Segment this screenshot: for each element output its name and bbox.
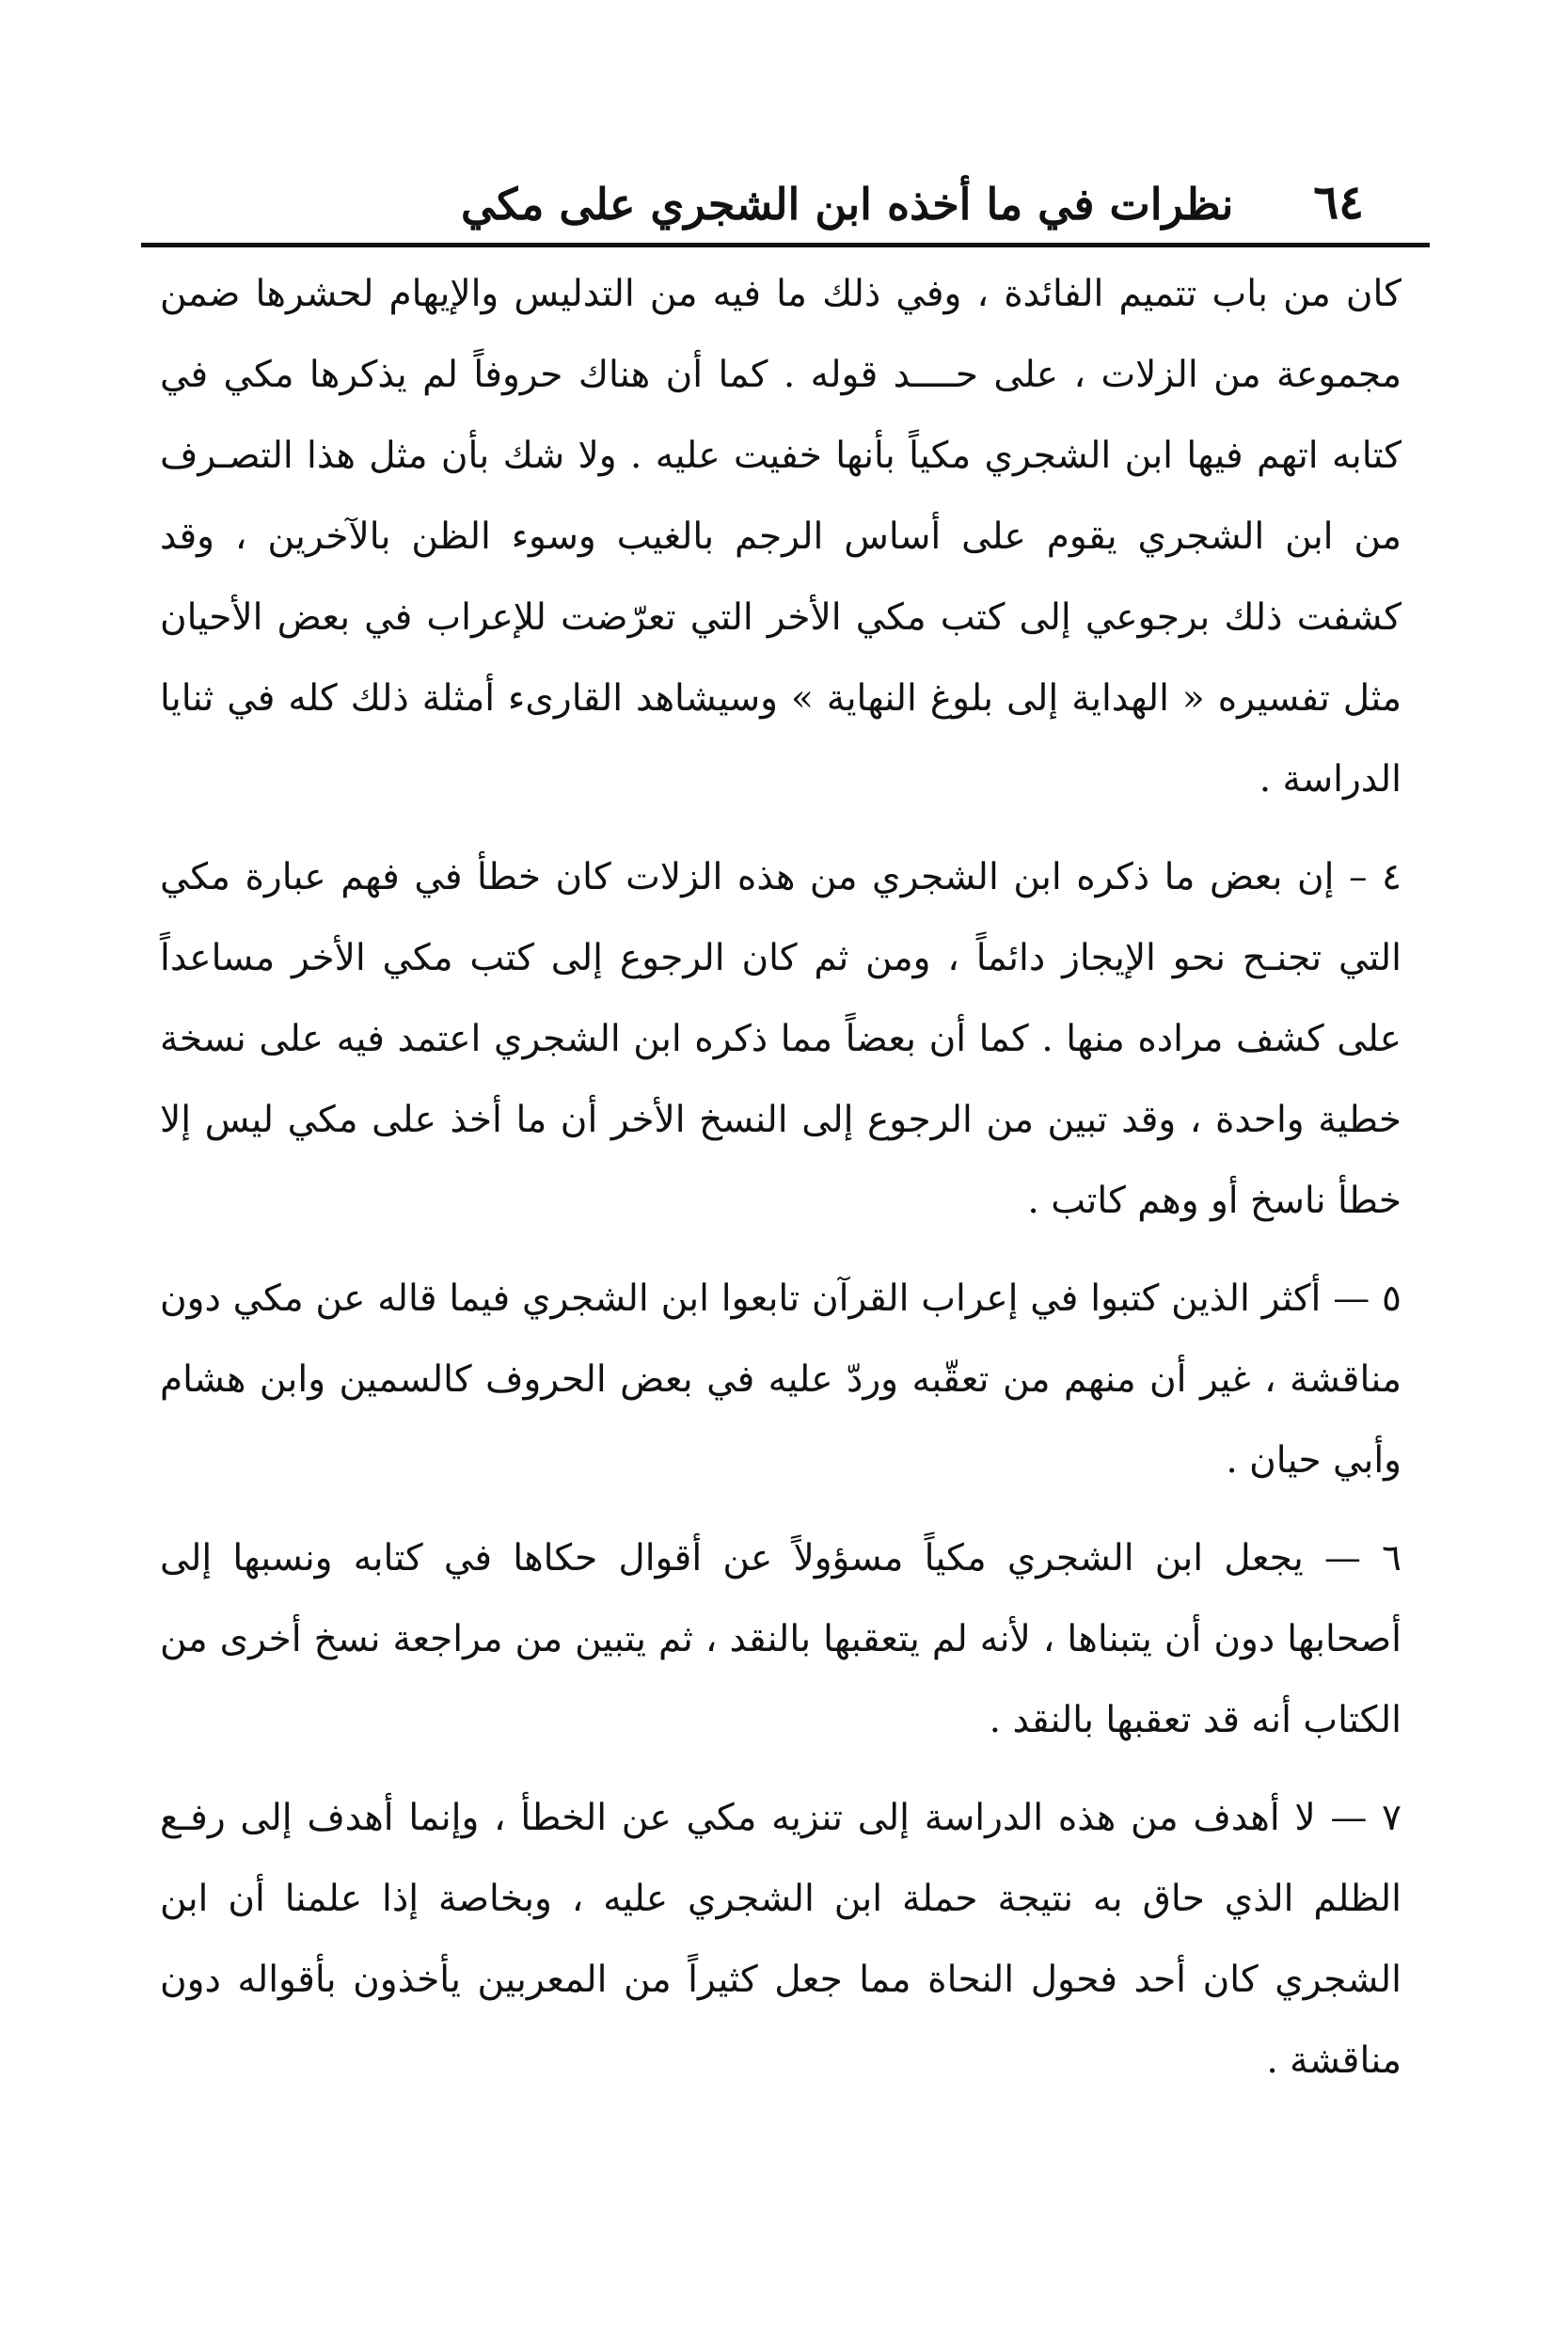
paragraph-continuation: كان من باب تتميم الفائدة ، وفي ذلك ما فيه من التدليس والإيهام لحشرها ضمن مجموعة من الزلات ، على حــــد قوله . كما أن هناك حروفاً لم يذكرها مكي في كتابه اتهم فيها ابن الشجري مكياً بأنها خفيت عليه . ولا شك بأن مثل هذا التصـرف من ابن الشجري يقوم على أساس الرجم بالغيب وسوء الظن بالآخرين ، وقد كشفت ذلك برجوعي إلى كتب مكي الأخر التي تعرّضت للإعراب في بعض الأحيان مثل تفسيره « الهداية إلى بلوغ النهاية » وسيشاهد القارىء أمثلة ذلك كله في ثنايا الدراسة .: [160, 273, 1402, 801]
running-title: نظرات في ما أخذه ابن الشجري على مكي: [461, 179, 1234, 230]
page-number: ٦٤: [1313, 174, 1364, 230]
header-rule: [141, 243, 1430, 247]
paragraph-point-4: ٤ – إن بعض ما ذكره ابن الشجري من هذه الزلات كان خطأ في فهم عبارة مكي التي تجنـح نحو الإيجاز دائماً ، ومن ثم كان الرجوع إلى كتب مكي الأخر مساعداً على كشف مراده منها . كما أن بعضاً مما ذكره ابن الشجري اعتمد فيه على نسخة خطية واحدة ، وقد تبين من الرجوع إلى النسخ الأخر أن ما أخذ على مكي ليس إلا خطأ ناسخ أو وهم كاتب .: [160, 856, 1402, 1222]
book-page: [141, 113, 1430, 2239]
running-head: [141, 151, 1430, 230]
paragraph-point-6: ٦ — يجعل ابن الشجري مكياً مسؤولاً عن أقوال حكاها في كتابه ونسبها إلى أصحابها دون أن يتبناها ، لأنه لم يتعقبها بالنقد ، ثم يتبين من مراجعة نسخ أخرى من الكتاب أنه قد تعقبها بالنقد .: [160, 1537, 1402, 1741]
paragraph-point-5: ٥ — أكثر الذين كتبوا في إعراب القرآن تابعوا ابن الشجري فيما قاله عن مكي دون مناقشة ، غير أن منهم من تعقّبه وردّ عليه في بعض الحروف كالسمين وابن هشام وأبي حيان .: [160, 1278, 1402, 1482]
paragraph-point-7: ٧ — لا أهدف من هذه الدراسة إلى تنزيه مكي عن الخطأ ، وإنما أهدف إلى رفـع الظلم الذي حاق به نتيجة حملة ابن الشجري عليه ، وبخاصة إذا علمنا أن ابن الشجري كان أحد فحول النحاة مما جعل كثيراً من المعربين يأخذون بأقواله دون مناقشة .: [160, 1797, 1402, 2082]
body-text: [160, 254, 1402, 2119]
